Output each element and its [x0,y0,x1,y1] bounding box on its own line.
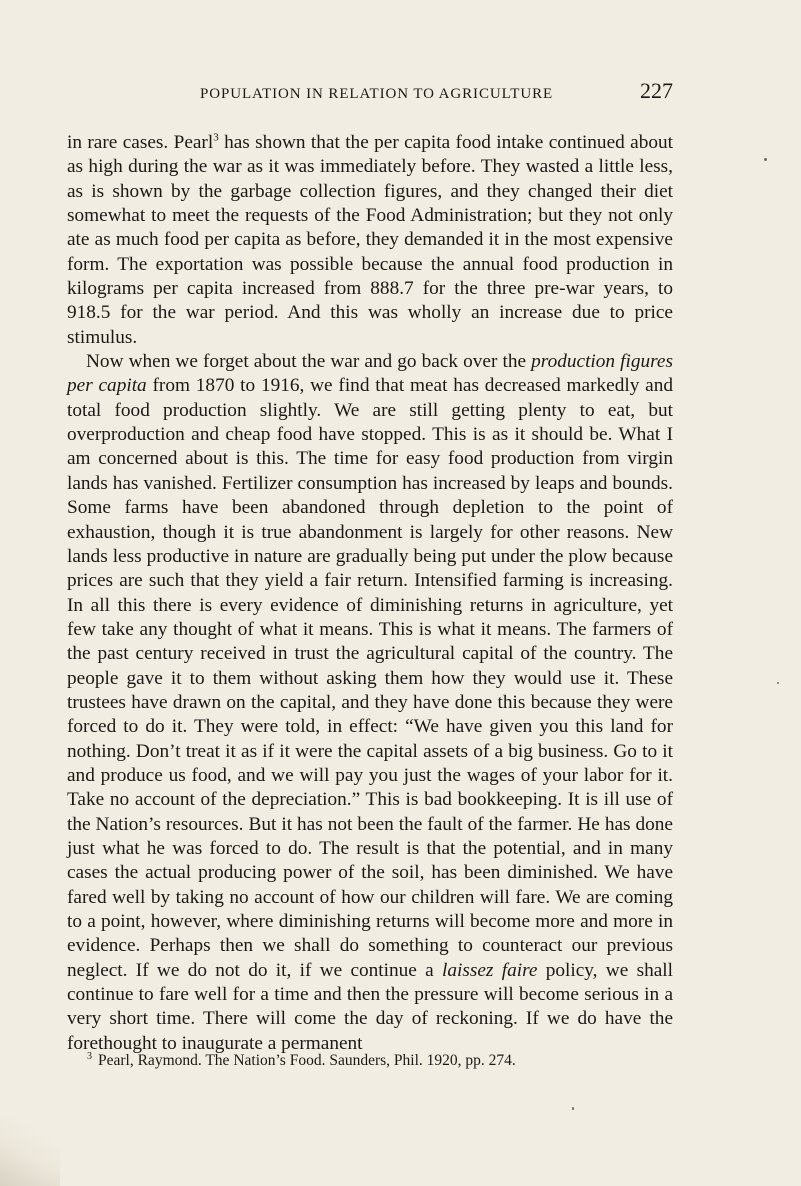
footnote [87,1051,687,1071]
page-speck [777,682,779,684]
text-run: Now when we forget about the war and go back over the [86,351,532,373]
italic-phrase: production figures per capita [67,351,673,397]
text-run: from 1870 to 1916, we find that meat has decreased markedly and total food production slightly. We are still getting plenty to eat, but overproduction and cheap food have stopped. This is as it should be. What I am concerned about is this. The time for easy food production from virgin lands has vanished. Fertilizer consumption has increased by leaps and bounds. Some farms have been abandoned through depletion to the point of exhaustion, though it is true abandonment is largely for other reasons. New lands less productive in nature are gradually being put under the plow because prices are such that they yield a fair return. Intensified farming is increasing. In all this there is every evidence of diminishing returns in agriculture, yet few take any thought of what it means. This is what it means. The farmers of the past century received in trust the agricultural capital of the country. The people gave it to them without asking them how they would use it. These trustees have drawn on the capital, and they have done this because they were forced to do it. They were told, in effect: “We have given you this land for nothing. Don’t treat it as if it were the capital assets of a big business. Go to it and produce us food, and we will pay you just the wages of your labor for it. Take no account of the depreciation.” This is bad bookkeeping. It is ill use of the Nation’s resources. But it has not been the fault of the farmer. He has done just what he was forced to do. The result is that the potential, and in many cases the actual producing power of the soil, has been diminished. We have fared well by taking no account of how our children will fare. We are coming to a point, however, where diminishing returns will become more and more in evidence. Perhaps then we shall do something to counteract our previous neglect. If we do not do it, if we continue a [67,375,673,981]
footnote-text: Pearl, Raymond. The Nation’s Food. Saunders, Phil. 1920, pp. 274. [98,1052,516,1069]
paragraph [67,350,673,1056]
page-speck [764,158,767,161]
footnote-number: 3 [87,1050,92,1062]
text-run: has shown that the per capita food intake continued about as high during the war as it was immediately before. They wasted a little less, as is shown by the garbage collection figures, and they changed their diet somewhat to meet the requests of the Food Administration; but they not only ate as much food per capita as before, they demanded it in the most expensive form. The exportation was possible because the annual food production in kilograms per capita increased from 888.7 for the three pre-war years, to 918.5 for the war period. And this was wholly an increase due to price stimulus. [67,132,673,348]
page-speck [572,1107,574,1110]
text-run: policy, we shall continue to fare well for a time and then the pressure will become serious in a very short time. There will come the day of reckoning. If we do have the forethought to inaugurate a permanent [67,959,673,1054]
running-head: POPULATION IN RELATION TO AGRICULTURE [200,86,554,102]
paragraph [67,131,673,350]
page-header [0,76,801,106]
italic-phrase: laissez faire [442,959,538,981]
text-run: in rare cases. Pearl [67,132,214,153]
page-number: 227 [640,78,673,103]
page-edge-shadow [0,1116,60,1186]
body-text [67,131,673,1056]
footnote-marker: 3 [213,131,219,144]
